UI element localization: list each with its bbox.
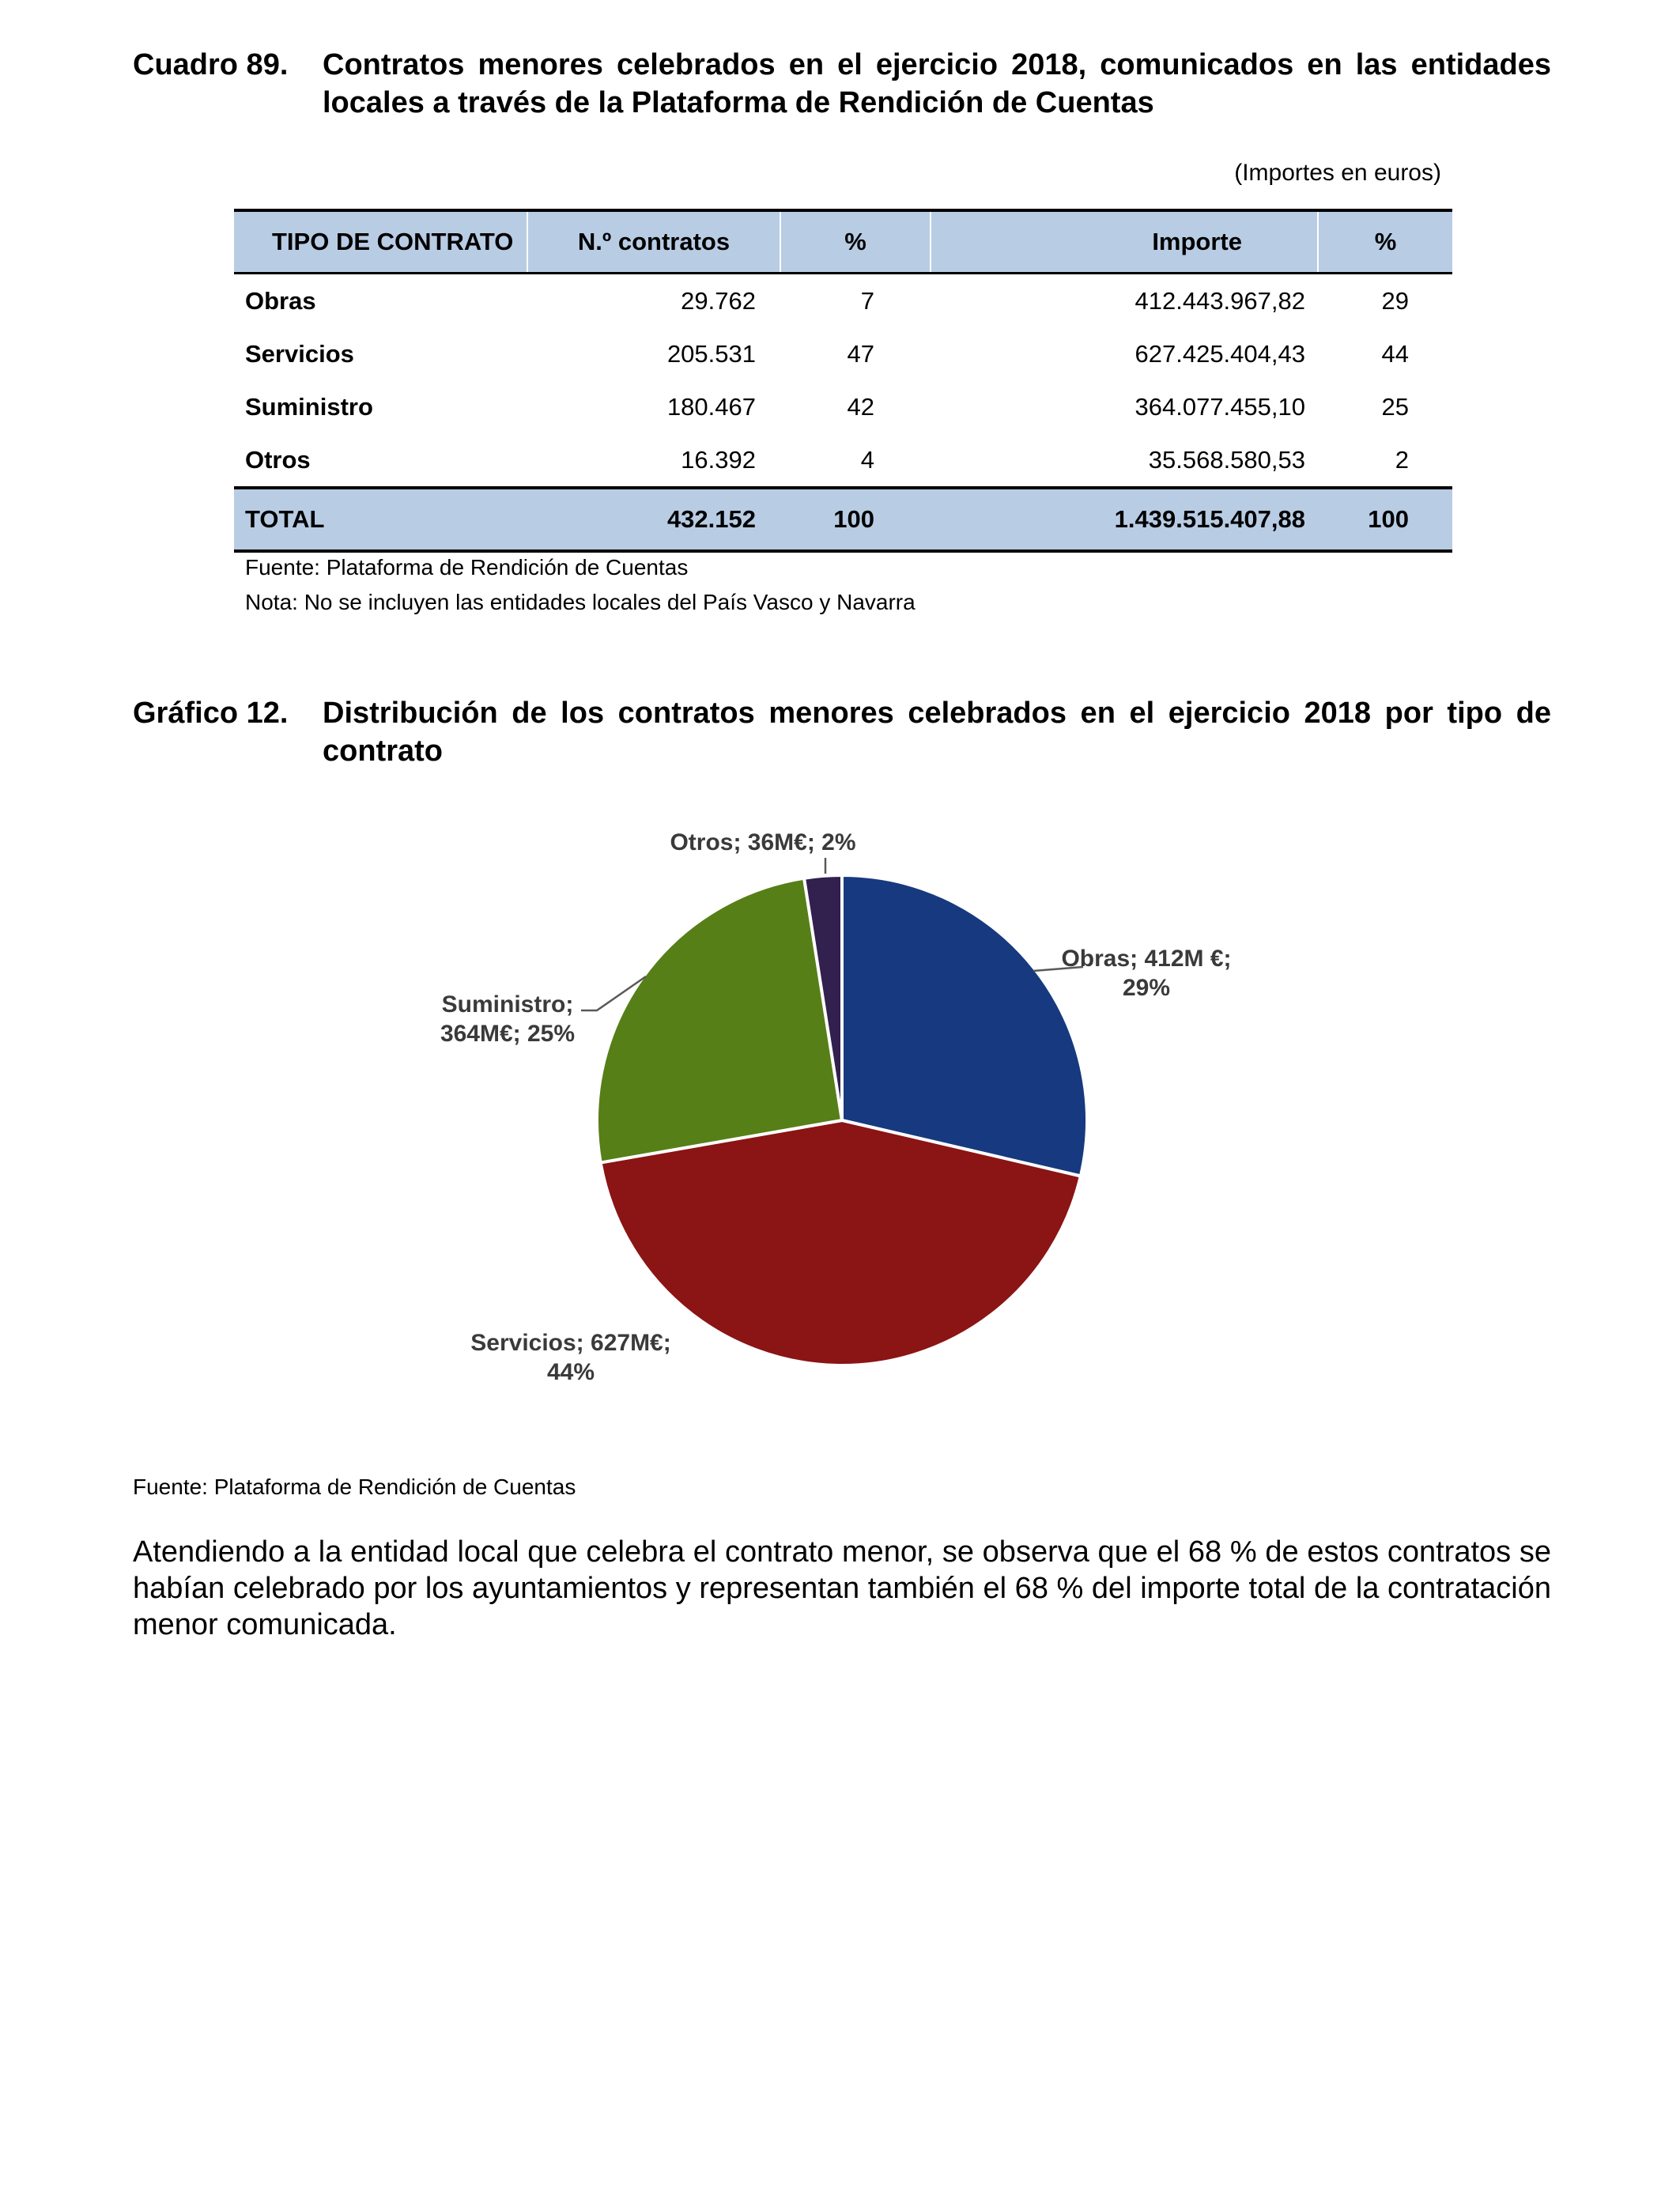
contracts-table <box>234 209 1452 553</box>
table-row <box>234 327 1452 380</box>
pie-chart <box>0 791 1680 1439</box>
data-label-servicios: Servicios; 627M€; 44% <box>470 1330 671 1385</box>
cell: 2 <box>1395 445 1409 474</box>
total-cell: 100 <box>1368 505 1409 533</box>
cell: 205.531 <box>666 339 756 368</box>
cell: 35.568.580,53 <box>1148 445 1305 474</box>
cell: 16.392 <box>681 445 756 474</box>
cell: 7 <box>860 286 874 315</box>
header-cell: TIPO DE CONTRATO <box>272 228 514 255</box>
body-paragraph: Atendiendo a la entidad local que celebra el contrato menor, se observa que el 68 % de estos contratos se habían celebrado por los ayuntamientos y representan también el 68 % del importe total de la contratación menor comunicada. <box>133 1535 1551 1641</box>
data-label-otros: Otros; 36M€; 2% <box>670 829 856 855</box>
table-title: Contratos menores celebrados en el ejercicio 2018, comunicados en las entidades locales a través de la Plataforma de Rendición de Cuentas <box>323 48 1551 119</box>
cell: 180.467 <box>666 392 756 421</box>
table-units: (Importes en euros) <box>1234 160 1441 186</box>
table-number: Cuadro 89. <box>133 48 289 81</box>
pie-slice-suministro <box>597 878 842 1163</box>
cell: 4 <box>860 445 874 474</box>
table-row <box>234 380 1452 433</box>
row-label: Servicios <box>245 339 354 368</box>
cell: 29 <box>1381 286 1409 315</box>
cell: 412.443.967,82 <box>1134 286 1305 315</box>
cell: 47 <box>847 339 874 368</box>
table-note: Nota: No se incluyen las entidades locales del País Vasco y Navarra <box>245 590 916 614</box>
chart-source: Fuente: Plataforma de Rendición de Cuentas <box>133 1475 576 1499</box>
total-cell: 1.439.515.407,88 <box>1114 505 1305 533</box>
cell: 627.425.404,43 <box>1134 339 1305 368</box>
header-cell: % <box>780 212 930 272</box>
row-label: Otros <box>245 445 311 474</box>
chart-title: Distribución de los contratos menores celebrados en el ejercicio 2018 por tipo de contrato <box>323 697 1551 768</box>
table-heading <box>133 46 1551 122</box>
cell: 42 <box>847 392 874 421</box>
row-label: Suministro <box>245 392 373 421</box>
cell: 25 <box>1381 392 1409 421</box>
data-label-suministro: Suministro; 364M€; 25% <box>440 991 576 1047</box>
header-cell: % <box>1317 212 1452 272</box>
total-label: TOTAL <box>245 505 325 533</box>
chart-heading <box>133 694 1551 770</box>
table-header-row <box>234 209 1452 274</box>
data-label-obras: Obras; 412M €; 29% <box>1061 946 1232 1001</box>
table-source: Fuente: Plataforma de Rendición de Cuentas <box>245 555 689 580</box>
chart-number: Gráfico 12. <box>133 697 289 730</box>
row-label: Obras <box>245 286 316 315</box>
total-cell: 432.152 <box>666 505 756 533</box>
table-total-row <box>234 486 1452 553</box>
header-cell: N.º contratos <box>527 212 780 272</box>
cell: 29.762 <box>681 286 756 315</box>
cell: 364.077.455,10 <box>1134 392 1305 421</box>
cell: 44 <box>1381 339 1409 368</box>
table-row <box>234 433 1452 486</box>
header-cell: Importe <box>930 212 1317 272</box>
table-row <box>234 274 1452 327</box>
total-cell: 100 <box>833 505 874 533</box>
